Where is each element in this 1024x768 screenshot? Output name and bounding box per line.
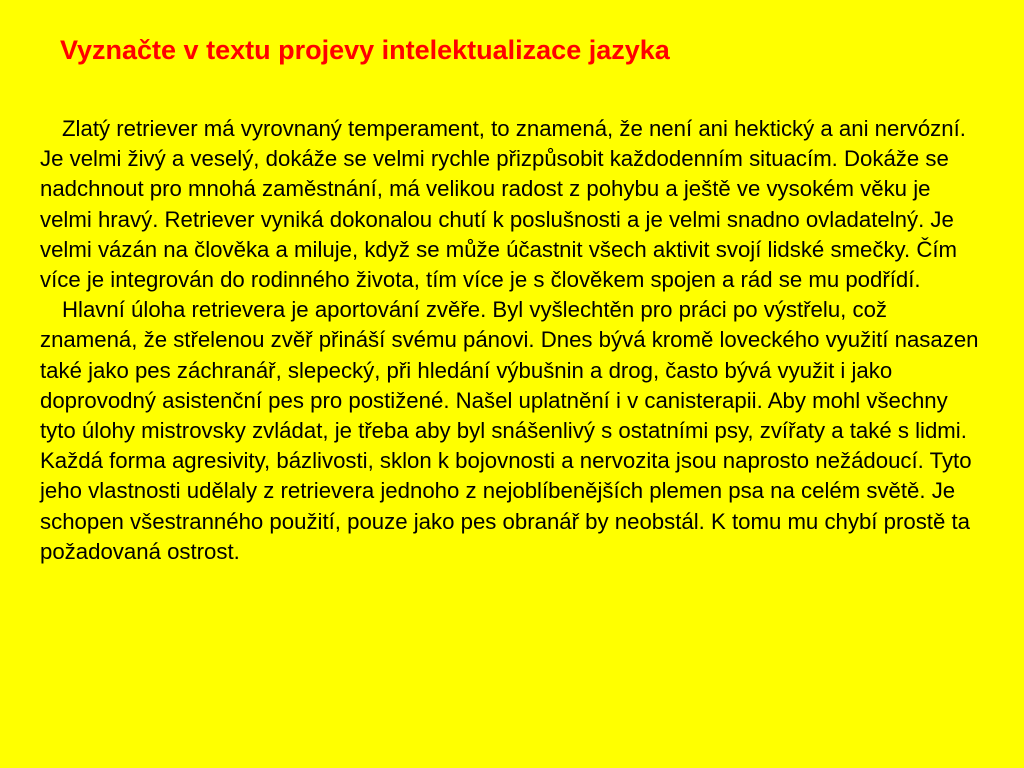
slide-body — [40, 114, 982, 567]
slide-title: Vyznačte v textu projevy intelektualizace jazyka — [60, 35, 670, 65]
paragraph-role: Hlavní úloha retrievera je aportování zvěře. Byl vyšlechtěn pro práci po výstřelu, což znamená, že střelenou zvěř přináší svému pánovi. Dnes bývá kromě loveckého využití nasazen také jako pes záchranář, slepecký, při hledání výbušnin a drog, často bývá využit i jako doprovodný asistenční pes pro postižené. Našel uplatnění i v canisterapii. Aby mohl všechny tyto úlohy mistrovsky zvládat, je třeba aby byl snášenlivý s ostatními psy, zvířaty a také s lidmi. Každá forma agresivity, bázlivosti, sklon k bojovnosti a nervozita jsou naprosto nežádoucí. Tyto jeho vlastnosti udělaly z retrievera jednoho z nejoblíbenějších plemen psa na celém světě. Je schopen všestranného použití, pouze jako pes obranář by neobstál. K tomu mu chybí prostě ta požadovaná ostrost. — [40, 297, 979, 564]
paragraph-temperament: Zlatý retriever má vyrovnaný temperament, to znamená, že není ani hektický a ani nervózní. Je velmi živý a veselý, dokáže se velmi rychle přizpůsobit každodenním situacím. Dokáže se nadchnout pro mnohá zaměstnání, má velikou radost z pohybu a ještě ve vysokém věku je velmi hravý. Retriever vyniká dokonalou chutí k poslušnosti a je velmi snadno ovladatelný. Je velmi vázán na člověka a miluje, když se může účastnit všech aktivit svojí lidské smečky. Čím více je integrován do rodinného života, tím více je s člověkem spojen a rád se mu podřídí. — [40, 116, 966, 293]
